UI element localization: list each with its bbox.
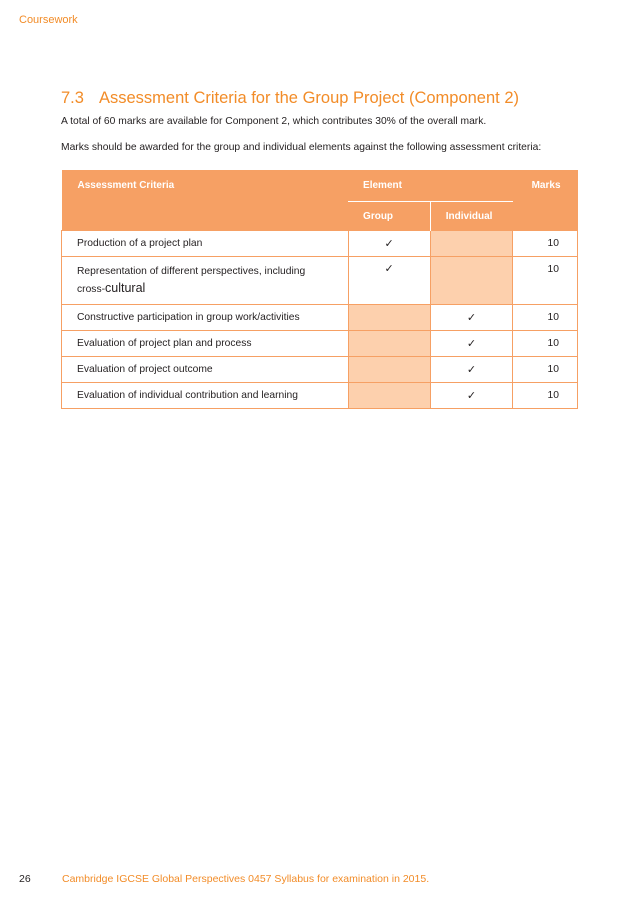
criterion-line-2b: cultural — [105, 280, 146, 295]
header-group: Group — [348, 202, 430, 231]
marks-cell: 10 — [513, 357, 578, 383]
group-empty-cell — [348, 357, 430, 383]
marks-cell: 10 — [513, 257, 578, 305]
table-row — [62, 357, 578, 383]
assessment-criteria-table — [61, 170, 578, 409]
header-element: Element — [348, 170, 513, 202]
section-title — [61, 89, 519, 108]
criterion-cell — [62, 257, 349, 305]
individual-tick-cell: ✓ — [430, 305, 512, 331]
group-empty-cell — [348, 331, 430, 357]
header-assessment-criteria: Assessment Criteria — [62, 170, 349, 231]
running-head: Coursework — [19, 14, 78, 26]
instruction-paragraph: Marks should be awarded for the group and individual elements against the following assessment criteria: — [61, 142, 542, 153]
header-individual: Individual — [430, 202, 512, 231]
group-empty-cell — [348, 305, 430, 331]
individual-tick-cell: ✓ — [430, 357, 512, 383]
header-marks: Marks — [513, 170, 578, 231]
page-number: 26 — [19, 873, 31, 885]
marks-cell: 10 — [513, 305, 578, 331]
criterion-line-2a: cross- — [77, 283, 106, 295]
intro-paragraph: A total of 60 marks are available for Component 2, which contributes 30% of the overall mark. — [61, 116, 487, 127]
marks-cell: 10 — [513, 383, 578, 409]
table-row — [62, 257, 578, 305]
table-row — [62, 383, 578, 409]
marks-cell: 10 — [513, 331, 578, 357]
group-tick-cell: ✓ — [348, 231, 430, 257]
group-empty-cell — [348, 383, 430, 409]
criterion-cell: Evaluation of project outcome — [62, 357, 349, 383]
criterion-cell: Evaluation of project plan and process — [62, 331, 349, 357]
section-number: 7.3 — [61, 89, 84, 107]
individual-tick-cell: ✓ — [430, 331, 512, 357]
individual-empty-cell — [430, 257, 512, 305]
section-title-text: Assessment Criteria for the Group Project (Component 2) — [99, 89, 520, 107]
criterion-cell: Constructive participation in group work/activities — [62, 305, 349, 331]
footer-title: Cambridge IGCSE Global Perspectives 0457 Syllabus for examination in 2015. — [62, 873, 430, 885]
individual-tick-cell: ✓ — [430, 383, 512, 409]
table-row — [62, 331, 578, 357]
criterion-cell: Production of a project plan — [62, 231, 349, 257]
table-row — [62, 231, 578, 257]
table-row — [62, 305, 578, 331]
criterion-cell: Evaluation of individual contribution and learning — [62, 383, 349, 409]
criterion-line-1: Representation of different perspectives, including — [77, 265, 306, 277]
individual-empty-cell — [430, 231, 512, 257]
group-tick-cell: ✓ — [348, 257, 430, 305]
marks-cell: 10 — [513, 231, 578, 257]
